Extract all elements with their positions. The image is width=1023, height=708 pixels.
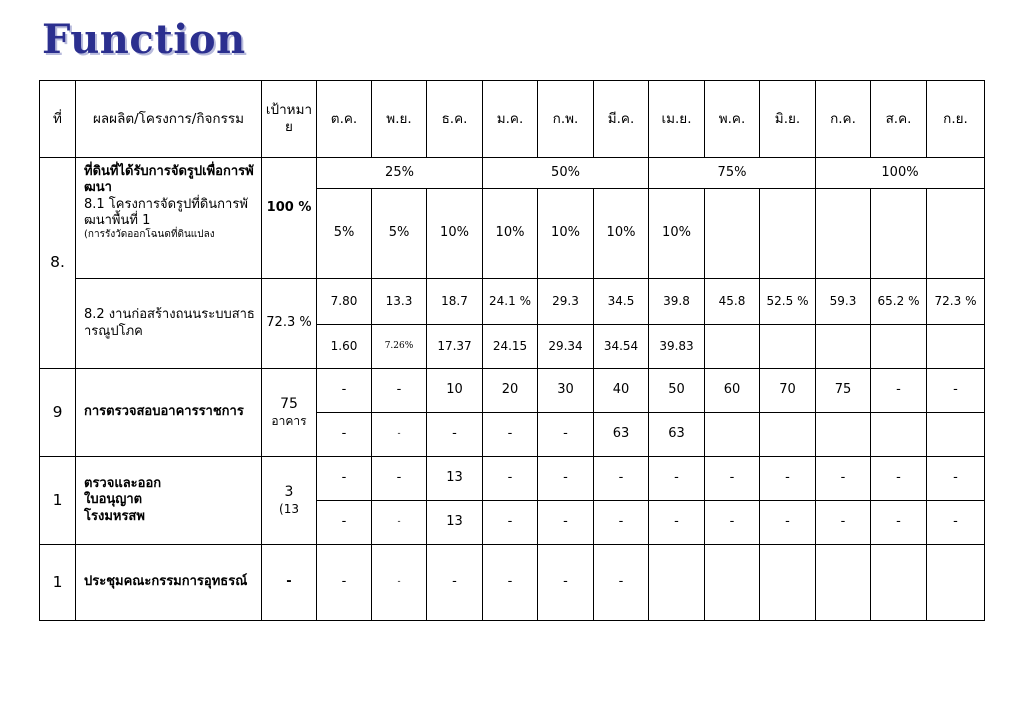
value-cell: - [538,545,594,621]
target-unit: อาคาร [271,413,307,428]
value-cell: 13 [427,501,483,545]
value-cell: 59.3 [816,279,871,325]
item-label-line: ตรวจและออก [84,476,162,492]
header-month: ก.พ. [538,81,594,158]
value-cell [705,545,760,621]
value-cell: - [871,457,927,501]
value-cell: 10% [483,189,538,279]
value-cell: 72.3 % [927,279,985,325]
value-cell: - [816,457,871,501]
value-cell [816,545,871,621]
value-cell: - [483,545,538,621]
value-cell: 18.7 [427,279,483,325]
value-cell: 63 [649,413,705,457]
item-cell: ประชุมคณะกรรมการอุทธรณ์ [76,545,262,621]
value-cell: - [372,369,427,413]
value-cell [871,545,927,621]
value-cell: 10% [427,189,483,279]
target-cell [262,457,317,545]
item-cell: การตรวจสอบอาคารราชการ [76,369,262,457]
target-cell: - [262,545,317,621]
value-cell: 5% [317,189,372,279]
value-cell [649,545,705,621]
value-cell: 29.3 [538,279,594,325]
target-cell: 72.3 % [262,279,317,369]
value-cell: - [594,457,649,501]
quarter-cell: 25% [317,158,483,189]
item-sub-label: 8.1 โครงการจัดรูปที่ดินการพัฒนาพื้นที่ 1 [84,196,248,228]
target-cell: 100 % [262,158,317,279]
value-cell: 50 [649,369,705,413]
value-cell: 34.5 [594,279,649,325]
value-cell: 70 [760,369,816,413]
row-number: 1 [40,545,76,621]
value-cell: 7.26% [372,325,427,369]
value-cell [871,325,927,369]
value-cell: - [317,369,372,413]
header-row [40,81,985,158]
value-cell: 10% [594,189,649,279]
value-cell: - [760,457,816,501]
value-cell: 13.3 [372,279,427,325]
value-cell [705,413,760,457]
value-cell: 13 [427,457,483,501]
value-cell: - [538,413,594,457]
header-month: ส.ค. [871,81,927,158]
item-cell [76,457,262,545]
value-cell: 39.83 [649,325,705,369]
value-cell: 7.80 [317,279,372,325]
header-month: ก.ค. [816,81,871,158]
value-cell: 24.1 % [483,279,538,325]
value-cell: - [372,413,427,457]
value-cell: 34.54 [594,325,649,369]
value-cell: 10 [427,369,483,413]
value-cell: - [871,369,927,413]
value-cell [705,189,760,279]
table-row [40,279,985,325]
value-cell: - [483,501,538,545]
quarter-cell: 50% [483,158,649,189]
value-cell: - [760,501,816,545]
value-cell: - [483,413,538,457]
value-cell: - [649,457,705,501]
item-heading: ที่ดินที่ได้รับการจัดรูปเพื่อการพัฒนา [84,164,254,196]
table-row [40,369,985,413]
item-label-line: ใบอนุญาต [84,492,143,508]
value-cell: 30 [538,369,594,413]
value-cell [871,413,927,457]
value-cell: 10% [649,189,705,279]
value-cell: - [538,501,594,545]
value-cell: - [927,369,985,413]
value-cell: - [372,501,427,545]
value-cell: 60 [705,369,760,413]
value-cell: - [705,501,760,545]
function-table [39,80,985,621]
value-cell: - [594,545,649,621]
value-cell: 29.34 [538,325,594,369]
value-cell: 5% [372,189,427,279]
row-number: 8. [40,158,76,369]
item-sub-note: (การรังวัดออกโฉนดที่ดินแปลง [84,229,215,240]
value-cell: 1.60 [317,325,372,369]
page-title: Function [42,16,246,63]
value-cell: - [317,457,372,501]
header-month: ต.ค. [317,81,372,158]
value-cell [927,325,985,369]
value-cell: - [317,545,372,621]
item-label-line: โรงมหรสพ [84,508,145,524]
target-cell [262,369,317,457]
row-number: 9 [40,369,76,457]
header-month: เม.ย. [649,81,705,158]
value-cell: 52.5 % [760,279,816,325]
value-cell: 39.8 [649,279,705,325]
value-cell: - [538,457,594,501]
quarter-cell: 75% [649,158,816,189]
quarter-cell: 100% [816,158,985,189]
header-target: เป้าหมาย [262,81,317,158]
value-cell [760,545,816,621]
value-cell: - [594,501,649,545]
header-month: ธ.ค. [427,81,483,158]
table-row [40,457,985,501]
value-cell [871,189,927,279]
value-cell: - [427,545,483,621]
value-cell: 17.37 [427,325,483,369]
value-cell [927,189,985,279]
value-cell: - [649,501,705,545]
header-month: มิ.ย. [760,81,816,158]
value-cell: - [705,457,760,501]
header-month: ม.ค. [483,81,538,158]
value-cell: 63 [594,413,649,457]
value-cell: - [483,457,538,501]
target-value: 75 [280,396,298,413]
header-month: มี.ค. [594,81,649,158]
value-cell [760,189,816,279]
target-value: 3 [284,484,294,501]
target-note: (13 [279,501,299,516]
table-row [40,545,985,621]
table-row [40,158,985,189]
value-cell: - [927,457,985,501]
value-cell: 45.8 [705,279,760,325]
value-cell [705,325,760,369]
value-cell [816,189,871,279]
header-month: ก.ย. [927,81,985,158]
value-cell [760,413,816,457]
value-cell: 10% [538,189,594,279]
value-cell: 75 [816,369,871,413]
header-item: ผลผลิต/โครงการ/กิจกรรม [76,81,262,158]
value-cell [816,413,871,457]
value-cell: - [372,457,427,501]
value-cell: - [871,501,927,545]
value-cell: - [816,501,871,545]
row-number: 1 [40,457,76,545]
value-cell [760,325,816,369]
header-month: พ.ค. [705,81,760,158]
value-cell [927,545,985,621]
value-cell: 24.15 [483,325,538,369]
item-cell [76,158,262,279]
header-month: พ.ย. [372,81,427,158]
value-cell [927,413,985,457]
value-cell: - [317,413,372,457]
value-cell: - [372,545,427,621]
item-cell: 8.2 งานก่อสร้างถนนระบบสาธารณูปโภค [76,279,262,369]
value-cell [816,325,871,369]
value-cell: - [427,413,483,457]
value-cell: - [927,501,985,545]
value-cell: - [317,501,372,545]
value-cell: 20 [483,369,538,413]
value-cell: 65.2 % [871,279,927,325]
header-no: ที่ [40,81,76,158]
value-cell: 40 [594,369,649,413]
